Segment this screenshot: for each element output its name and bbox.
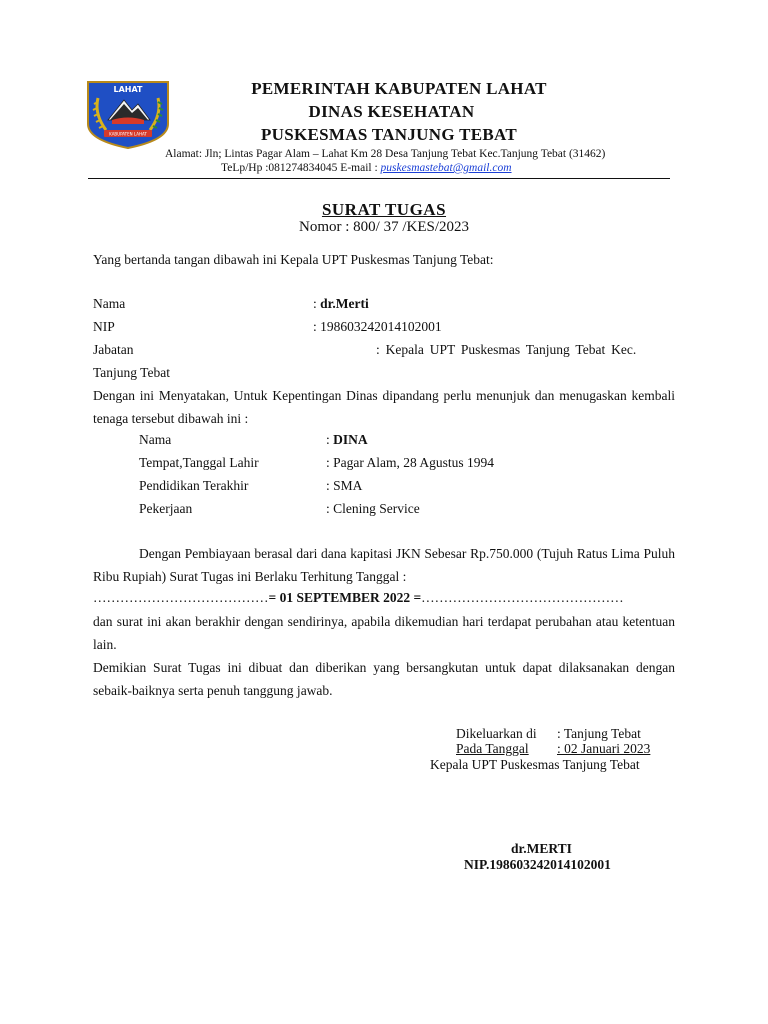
email-link[interactable]: puskesmastebat@gmail.com (380, 162, 512, 174)
assignee-job-label: Pekerjaan (139, 501, 193, 516)
assignee-job-value: : Clening Service (326, 501, 420, 516)
statement-paragraph: Dengan ini Menyatakan, Untuk Kepentingan Dinas dipandang perlu menunjuk dan menugaskan kembali tenaga tersebut dibawah ini : (93, 388, 675, 426)
issued-date-value: : 02 Januari 2023 (557, 741, 651, 756)
signer-name-value (313, 296, 369, 312)
assignee-name: DINA (333, 432, 368, 447)
assignee-education-value: : SMA (326, 478, 363, 493)
assignee-name-label: Nama (139, 432, 172, 447)
assignee-name-colon: : (326, 432, 334, 447)
closing-paragraph: Demikian Surat Tugas ini dibuat dan diberikan yang bersangkutan untuk dapat dilaksanakan dengan sebaik-baiknya serta penuh tanggung jawab. (93, 660, 675, 698)
letterhead-government: PEMERINTAH KABUPATEN LAHAT (251, 79, 547, 98)
document-title: SURAT TUGAS (321, 200, 447, 219)
issuer-position: Kepala UPT Puskesmas Tanjung Tebat (430, 757, 640, 772)
logo-ribbon-text: KABUPATEN LAHAT (109, 131, 147, 137)
letterhead-divider (88, 178, 670, 179)
letterhead-department: DINAS KESEHATAN (308, 102, 475, 121)
contact-phone: TeLp/Hp :081274834045 E-mail : (221, 162, 381, 174)
effective-date-line (93, 590, 675, 606)
signature-nip: NIP.198603242014102001 (464, 857, 611, 872)
assignee-education-label: Pendidikan Terakhir (139, 478, 249, 493)
letterhead-institution: PUSKESMAS TANJUNG TEBAT (261, 125, 517, 144)
issued-date-label: Pada Tanggal (456, 741, 529, 756)
funding-paragraph: Dengan Pembiayaan berasal dari dana kapitasi JKN Sebesar Rp.750.000 (Tujuh Ratus Lima Puluh Ribu Rupiah) Surat Tugas ini Berlaku Terhitung Tanggal : (93, 546, 675, 584)
signer-nip-label: NIP (93, 319, 115, 334)
logo-text: LAHAT (113, 85, 143, 94)
signature-name: dr.MERTI (511, 841, 572, 856)
intro-text: Yang bertanda tangan dibawah ini Kepala UPT Puskesmas Tanjung Tebat: (93, 252, 494, 267)
dots-left: ………………………………… (93, 590, 269, 605)
signer-name-label: Nama (93, 296, 126, 311)
effective-date: = 01 SEPTEMBER 2022 = (268, 590, 422, 605)
assignee-name-value (326, 432, 368, 448)
signer-nip-value: : 198603242014102001 (313, 319, 442, 334)
issued-place-value: : Tanjung Tebat (557, 726, 641, 741)
signer-name: dr.Merti (320, 296, 369, 311)
issued-place-label: Dikeluarkan di (456, 726, 537, 741)
dots-right: ……………………………………… (421, 590, 624, 605)
signer-name-colon: : (313, 296, 321, 311)
document-number: Nomor : 800/ 37 /KES/2023 (298, 219, 469, 235)
assignee-birth-label: Tempat,Tanggal Lahir (139, 455, 259, 470)
assignee-birth-value: : Pagar Alam, 28 Agustus 1994 (326, 455, 494, 470)
signer-position-value: : Kepala UPT Puskesmas Tanjung Tebat Kec. (376, 342, 637, 357)
letterhead-address: Alamat: Jln; Lintas Pagar Alam – Lahat Km 28 Desa Tanjung Tebat Kec.Tanjung Tebat (31462) (165, 148, 606, 160)
signer-position-label: Jabatan (93, 342, 134, 357)
ending-paragraph: dan surat ini akan berakhir dengan sendirinya, apabila dikemudian hari terdapat perubahan atau ketentuan lain. (93, 614, 675, 652)
signer-position-continued: Tanjung Tebat (93, 365, 170, 380)
letterhead-contact (221, 162, 512, 174)
